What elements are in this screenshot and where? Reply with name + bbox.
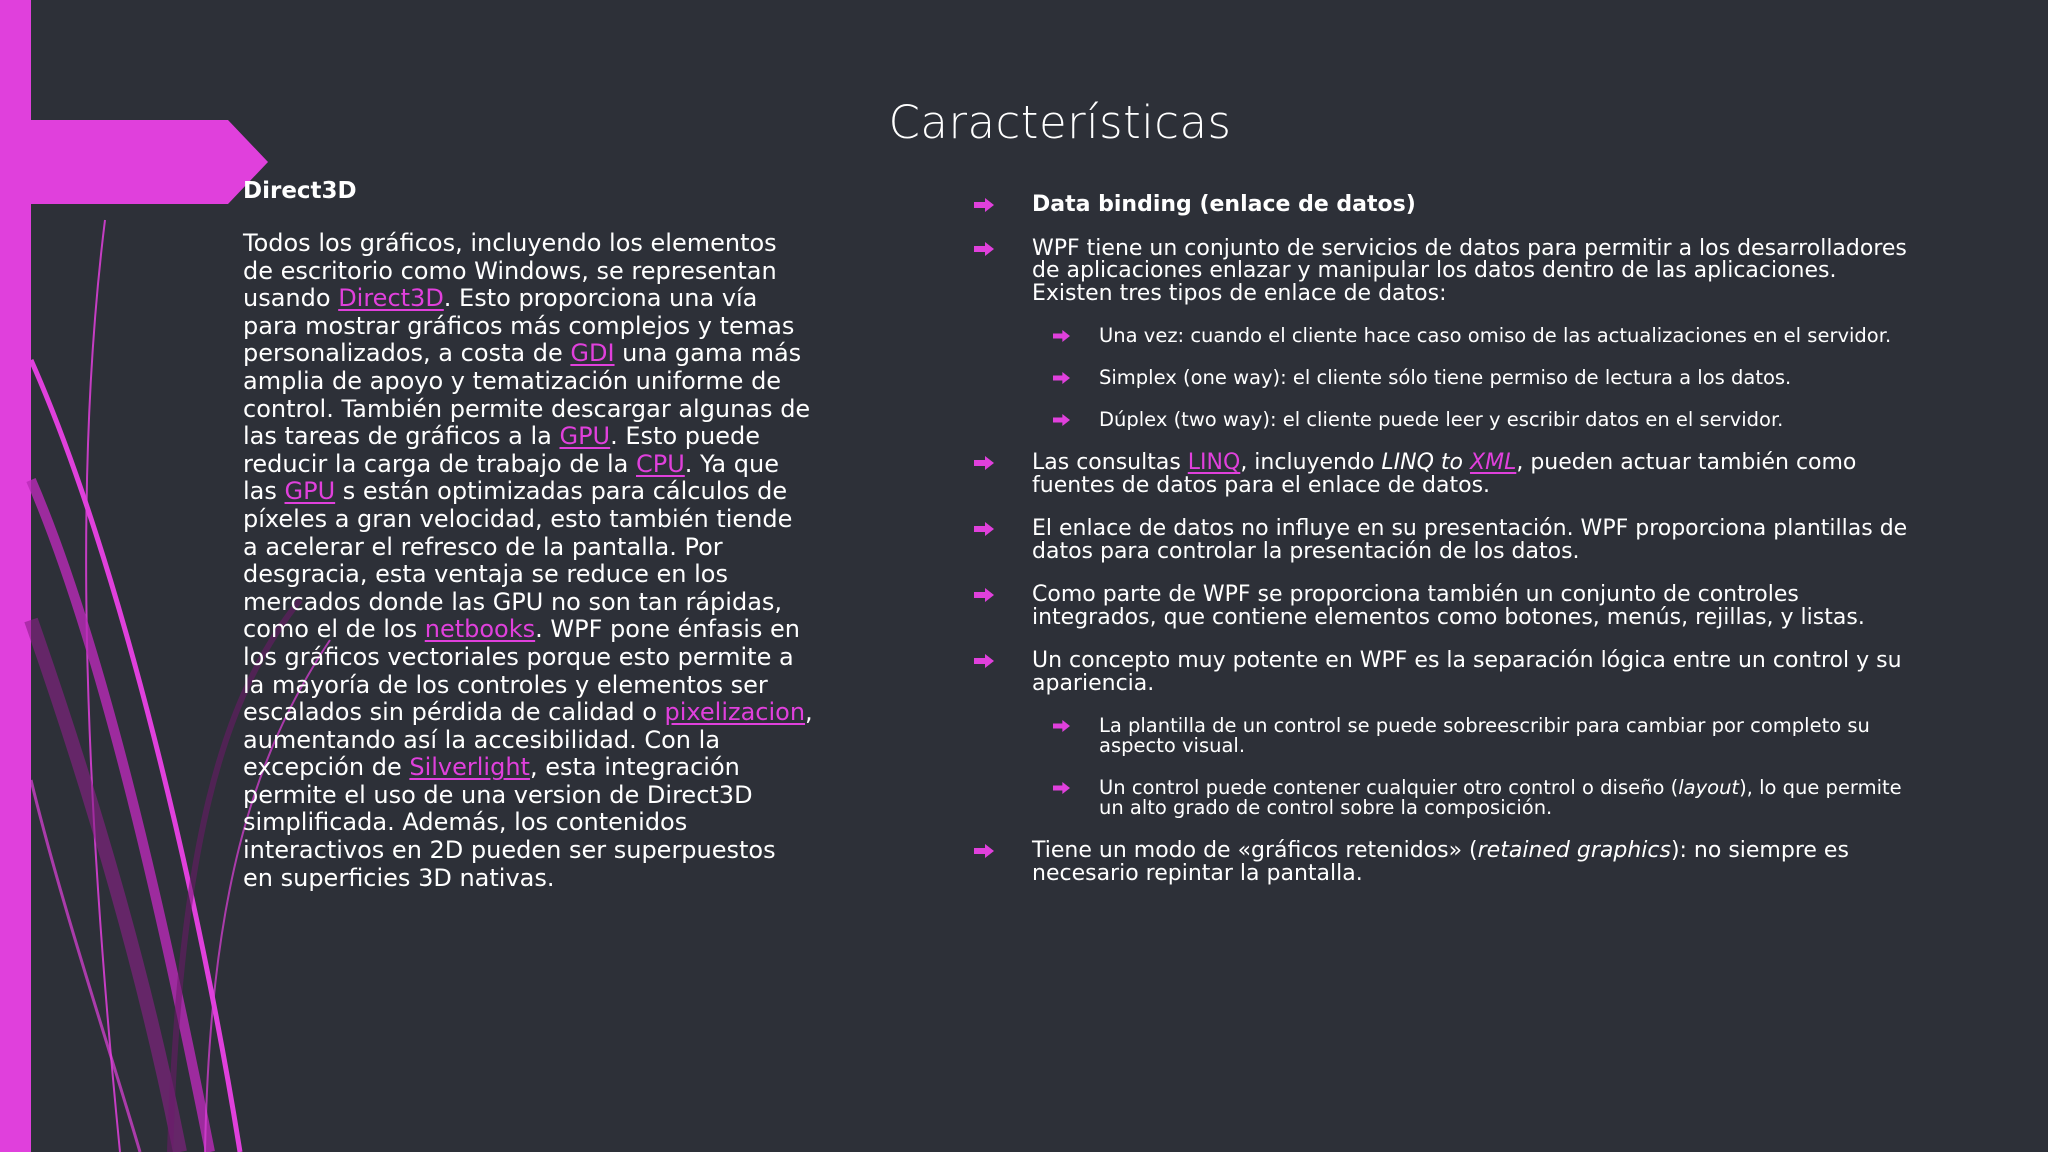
xml-link[interactable] [1470,450,1516,475]
silverlight-link[interactable]: Silverlight [409,753,530,782]
subbullet-template [970,716,1910,756]
bullet-wpf-data-services [970,235,1910,306]
linq-link[interactable]: LINQ [1187,450,1241,475]
arrow-bullet-icon [974,588,994,602]
text-run: , pueden actuar también como fuentes de datos para el enlace de datos. [1032,450,1857,498]
accent-left-bar [0,0,31,1152]
gpu-link[interactable]: GPU [559,422,611,451]
text-run: Las consultas [1032,450,1188,475]
cpu-link[interactable]: CPU [636,449,685,478]
bullet-text: Como parte de WPF se proporciona también un conjunto de controles integrados, que contiene elementos como botones, menús, rejillas, y listas. [1032,582,1865,630]
text-run: . Esto proporciona una vía para mostrar gráficos más complejos y temas personalizados, a costa de [243,284,795,368]
arrow-bullet-icon [974,456,994,470]
bullet-text: Data binding (enlace de datos) [1032,192,1416,217]
bullet-presentation [970,518,1910,563]
arrow-bullet-icon [974,242,994,256]
title-tab-arrow [31,120,268,204]
bullet-data-binding [970,194,1910,217]
text-run: LINQ to [1381,450,1471,475]
right-column [970,194,1910,906]
text-run: XML [1470,450,1517,475]
subbullet-una-vez [970,326,1910,346]
bullet-text: Una vez: cuando el cliente hace caso omiso de las actualizaciones en el servidor. [1099,324,1892,347]
text-run: , aumentando así la accesibilidad. Con la excepción de [243,698,813,782]
text-run: ), lo que permite un alto grado de control sobre la composición. [1099,776,1902,819]
gpu-link-2[interactable]: GPU [284,477,336,506]
direct3d-paragraph [243,230,813,892]
arrow-bullet-icon [1053,372,1070,384]
subbullet-simplex [970,368,1910,388]
bullet-retained-graphics [970,840,1910,885]
subbullet-layout [970,778,1910,818]
text-run: . Ya que las [243,449,779,506]
bullet-text: Simplex (one way): el cliente sólo tiene permiso de lectura a los datos. [1099,366,1792,389]
subbullet-duplex [970,410,1910,430]
direct3d-heading: Direct3D [243,178,357,204]
bullet-text: La plantilla de un control se puede sobreescribir para cambiar por completo su aspecto visual. [1099,714,1870,757]
bullet-text: Dúplex (two way): el cliente puede leer y escribir datos en el servidor. [1099,408,1784,431]
netbooks-link[interactable]: netbooks [424,615,536,644]
direct3d-link[interactable]: Direct3D [338,284,444,313]
text-run: , incluyendo [1240,450,1382,475]
arrow-bullet-icon [974,522,994,536]
gdi-link[interactable]: GDI [570,339,615,368]
text-run: , esta integración permite el uso de una version de Direct3D simplificada. Además, los contenidos interactivos en 2D pueden ser superpuestos en superficies 3D nativas. [243,753,776,892]
text-run: Un control puede contener cualquier otro control o diseño ( [1099,776,1679,799]
text-run: s están optimizadas para cálculos de píxeles a gran velocidad, esto también tiende a acelerar el refresco de la pantalla. Por desgracia, esta ventaja se reduce en los mercados donde las GPU no son tan rápidas, como el de los [243,477,793,644]
arrow-bullet-icon [974,844,994,858]
text-run: Tiene un modo de «gráficos retenidos» ( [1032,838,1478,863]
arrow-bullet-icon [1053,782,1070,794]
text-run: ): no siempre es necesario repintar la pantalla. [1032,838,1849,886]
bullet-separation [970,650,1910,695]
text-run: . WPF pone énfasis en los gráficos vectoriales porque esto permite a la mayoría de los controles y elementos ser escalados sin pérdida de calidad o [243,615,800,727]
arrow-bullet-icon [1053,330,1070,342]
bullet-controls [970,584,1910,629]
text-run: . Esto puede reducir la carga de trabajo de la [243,422,760,478]
arrow-bullet-icon [974,198,994,212]
pixelizacion-link[interactable]: pixelizacion [664,698,806,727]
bullet-linq [970,452,1910,497]
slide-title: Características [888,96,1232,149]
arrow-bullet-icon [974,654,994,668]
arrow-bullet-icon [1053,720,1070,732]
left-column [243,178,813,892]
text-run: layout [1678,776,1740,799]
text-run: retained graphics [1477,838,1671,863]
text-run: una gama más amplia de apoyo y tematización uniforme de control. También permite descargar algunas de las tareas de gráficos a la [243,339,811,451]
bullet-text: Un concepto muy potente en WPF es la separación lógica entre un control y su apariencia. [1032,648,1902,696]
bullet-text: WPF tiene un conjunto de servicios de datos para permitir a los desarrolladores de aplicaciones enlazar y manipular los datos dentro de las aplicaciones. Existen tres tipos de enlace de datos: [1032,235,1907,306]
arrow-bullet-icon [1053,414,1070,426]
text-run: Todos los gráficos, incluyendo los elementos de escritorio como Windows, se representan usando [243,229,777,313]
bullet-text: El enlace de datos no influye en su presentación. WPF proporciona plantillas de datos para controlar la presentación de los datos. [1032,516,1908,564]
